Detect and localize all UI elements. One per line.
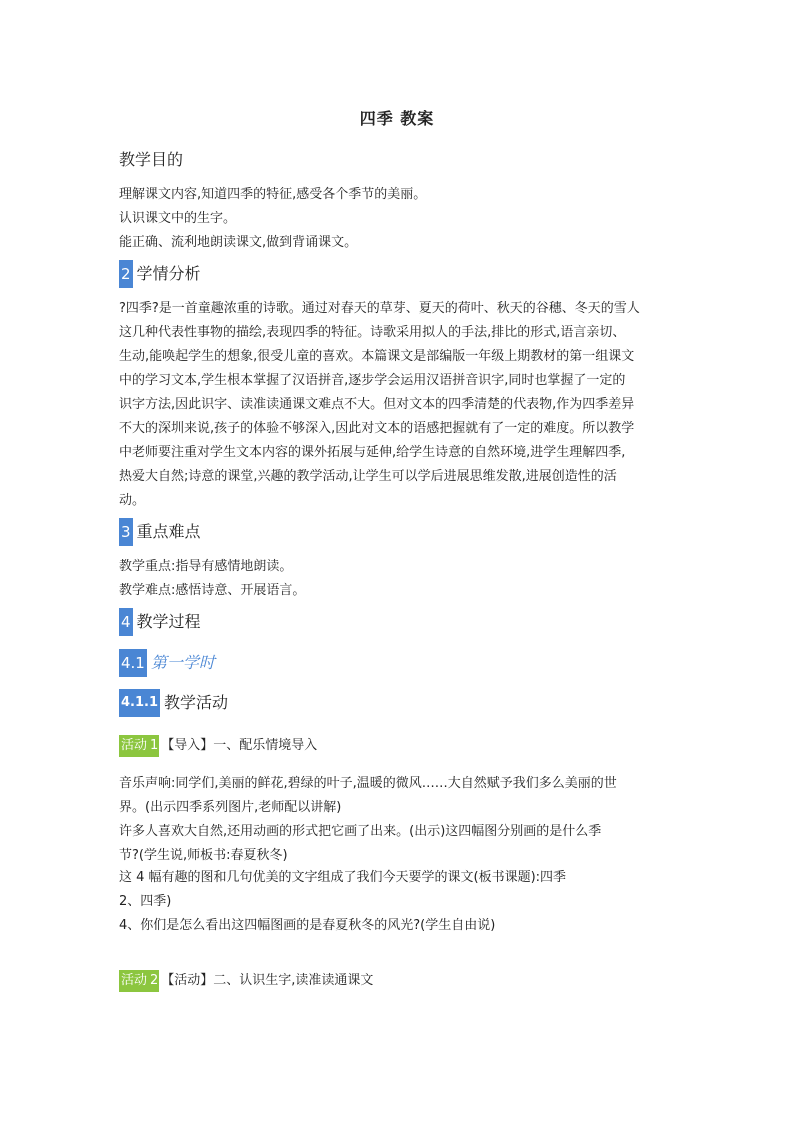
body-line: ?四季?是一首童趣浓重的诗歌。通过对春天的草芽、夏天的荷叶、秋天的谷穗、冬天的雪人 <box>119 301 640 316</box>
body-line: 中老师要注重对学生文本内容的课外拓展与延伸,给学生诗意的自然环境,进学生理解四季, <box>119 445 626 460</box>
key-point-line: 教学重点:指导有感情地朗读。 <box>119 559 293 574</box>
activity-number: 2 <box>149 970 159 992</box>
body-line: 识字方法,因此识字、读准读通课文难点不大。但对文本的四季清楚的代表物,作为四季差异 <box>119 397 635 412</box>
difficulty-line: 教学难点:感悟诗意、开展语言。 <box>119 583 306 598</box>
activity-tag: 活动 <box>119 735 149 757</box>
activity-tag: 活动 <box>119 970 149 992</box>
section-3-heading <box>119 517 201 547</box>
activity-number: 1 <box>149 735 159 757</box>
section-number-box: 3 <box>119 518 133 546</box>
activity-title: 【活动】二、认识生字,读准读通课文 <box>161 973 374 988</box>
activity-1-heading <box>119 735 317 757</box>
body-line: 这 4 幅有趣的图和几句优美的文字组成了我们今天要学的课文(板书课题):四季 <box>119 870 567 885</box>
body-line: 节?(学生说,师板书:春夏秋冬) <box>119 848 288 863</box>
body-line: 热爱大自然;诗意的课堂,兴趣的教学活动,让学生可以学后进展思维发散,进展创造性的活 <box>119 469 617 484</box>
section-4-1-1-heading <box>119 688 228 718</box>
section-number-box: 2 <box>119 260 133 288</box>
activity-2-heading <box>119 970 373 992</box>
section-heading-text: 教学活动 <box>164 693 229 712</box>
section-2-heading <box>119 259 201 289</box>
section-heading-text: 第一学时 <box>150 653 215 672</box>
section-heading-text: 学情分析 <box>136 264 201 283</box>
body-line: 2、四季) <box>119 894 172 909</box>
section-number-box: 4 <box>119 608 133 636</box>
body-line: 音乐声响:同学们,美丽的鲜花,碧绿的叶子,温暖的微风……大自然赋予我们多么美丽的世 <box>119 776 617 791</box>
section-heading-text: 重点难点 <box>136 522 201 541</box>
body-line: 许多人喜欢大自然,还用动画的形式把它画了出来。(出示)这四幅图分别画的是什么季 <box>119 824 602 839</box>
body-line: 动。 <box>119 493 146 508</box>
objectives-heading <box>119 145 183 175</box>
body-line: 中的学习文本,学生根本掌握了汉语拼音,逐步学会运用汉语拼音识字,同时也掌握了一定的 <box>119 373 626 388</box>
body-line: 生动,能唤起学生的想象,很受儿童的喜欢。本篇课文是部编版一年级上期教材的第一组课文 <box>119 349 635 364</box>
doc-title: 四季 教案 <box>359 109 435 128</box>
section-number-box: 4.1 <box>119 649 147 677</box>
body-line: 4、你们是怎么看出这四幅图画的是春夏秋冬的风光?(学生自由说) <box>119 918 496 933</box>
objectives-line-3: 能正确、流利地朗读课文,做到背诵课文。 <box>119 235 358 250</box>
objectives-line-2: 认识课文中的生字。 <box>119 211 237 226</box>
section-number-box: 4.1.1 <box>119 689 160 717</box>
activity-title: 【导入】一、配乐情境导入 <box>161 738 318 753</box>
body-line: 这几种代表性事物的描绘,表现四季的特征。诗歌采用拟人的手法,排比的形式,语言亲切、 <box>119 325 626 340</box>
objectives-line-1: 理解课文内容,知道四季的特征,感受各个季节的美丽。 <box>119 187 427 202</box>
section-4-1-heading <box>119 648 215 678</box>
body-line: 界。(出示四季系列图片,老师配以讲解) <box>119 800 342 815</box>
section-4-heading <box>119 607 201 637</box>
objectives-heading-text: 教学目的 <box>119 150 184 169</box>
section-heading-text: 教学过程 <box>136 612 201 631</box>
body-line: 不大的深圳来说,孩子的体验不够深入,因此对文本的语感把握就有了一定的难度。所以教学 <box>119 421 635 436</box>
